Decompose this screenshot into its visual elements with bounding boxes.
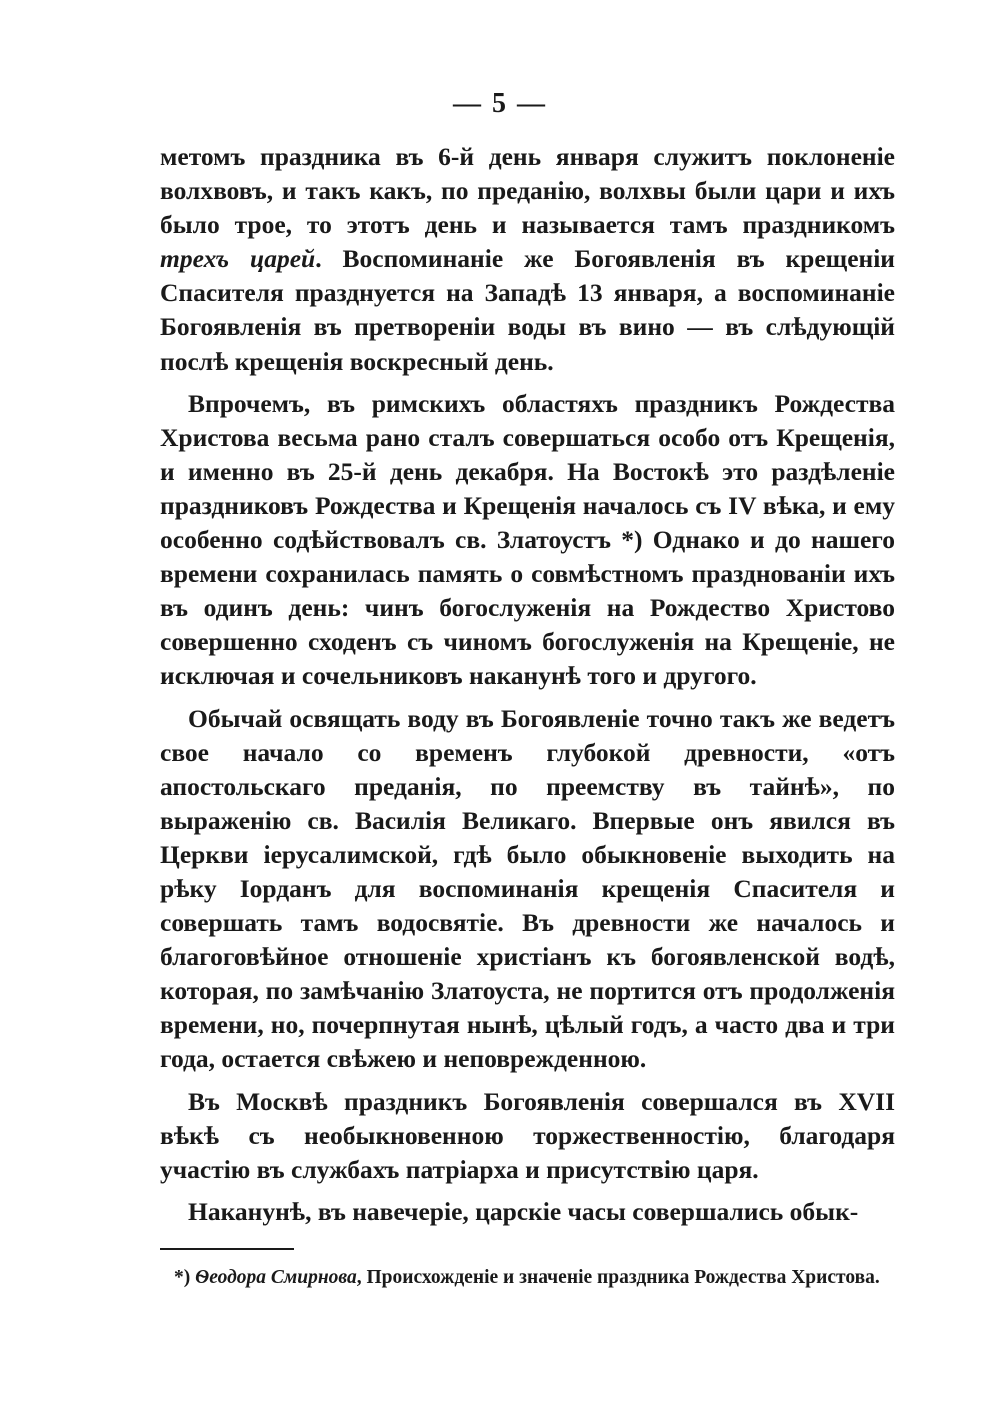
footnote-mark: *) — [174, 1267, 191, 1288]
paragraph-1-text-a: метомъ праздника въ 6-й день января служитъ поклоненіе волхвовъ, и такъ какъ, по преданію, волхвы были цари и ихъ было трое, то этотъ день и называется тамъ праздникомъ — [160, 142, 895, 240]
footnote-text: , Происхожденіе и значеніе праздника Рождества Христова. — [356, 1267, 880, 1288]
paragraph-5: Наканунѣ, въ навечеріе, царскіе часы совершались обык- — [188, 1196, 859, 1226]
paragraph-1-text-b: . Воспоминаніе же Богоявленія въ крещеніи Спасителя празднуется на Западѣ 13 января, а воспоминаніе Богоявленія въ претвореніи воды въ вино — въ слѣдующій послѣ крещенія воскресный день. — [160, 244, 895, 376]
footnote-author: Ѳеодора Смирнова — [195, 1267, 357, 1288]
paragraph-3: Обычай освящать воду въ Богоявленіе точно такъ же ведетъ свое начало со временъ глубокой древности, «отъ апостольскаго преданія, по преемству въ тайнѣ», по выраженію св. Василія Великаго. Впервые онъ явился въ Церкви іерусалимской, гдѣ было обыкновеніе выходить на рѣку Іорданъ для воспоминанія крещенія Спасителя и совершать тамъ водосвятіе. Въ древности же началось и благоговѣйное отношеніе христіанъ къ богоявленской водѣ, которая, по замѣчанію Златоуста, не портится отъ продолженія времени, но, почерпнутая нынѣ, цѣлый годъ, а часто два и три года, остается свѣжею и неповрежденною. — [160, 703, 895, 1074]
page-number: — 5 — — [453, 88, 547, 119]
body-text — [160, 140, 895, 1229]
paragraph-2: Впрочемъ, въ римскихъ областяхъ праздникъ Рождества Христова весьма рано сталъ совершаться особо отъ Крещенія, и именно въ 25-й день декабря. На Востокѣ это раздѣленіе праздниковъ Рождества и Крещенія началось съ IV вѣка, и ему особенно содѣйствовалъ св. Златоустъ *) Однако и до нашего времени сохранилась память о совмѣстномъ празднованіи ихъ въ одинъ день: чинъ богослуженія на Рождество Христово совершенно сходенъ съ чиномъ богослуженія на Крещеніе, не исключая и сочельниковъ наканунѣ того и другого. — [160, 388, 895, 691]
paragraph-1 — [160, 140, 895, 379]
footnote-divider — [160, 1248, 294, 1250]
footnote — [160, 1262, 895, 1293]
paragraph-4: Въ Москвѣ праздникъ Богоявленія совершался въ XVII вѣкѣ съ необыкновенною торжественностію, благодаря участію въ службахъ патріарха и присутствію царя. — [160, 1086, 895, 1184]
paragraph-1-emphasis: трехъ царей — [160, 244, 316, 274]
